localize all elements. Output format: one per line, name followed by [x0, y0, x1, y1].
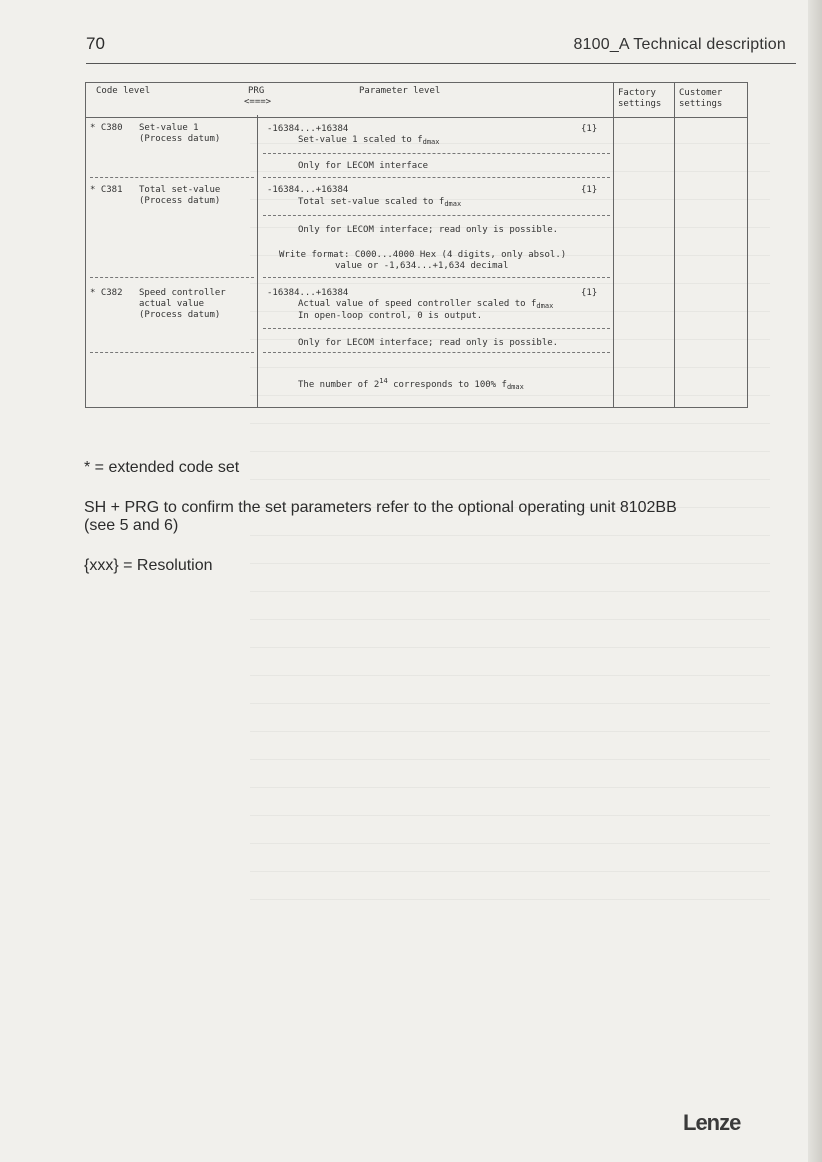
row-c381-resolution: {1}	[581, 185, 598, 195]
row-c380-divider	[263, 153, 610, 154]
header-bottom-rule	[86, 117, 747, 118]
row-separator-left-3	[90, 352, 254, 353]
resolution-note: {xxx} = Resolution	[84, 557, 213, 574]
extended-code-set-note: * = extended code set	[84, 459, 240, 476]
page-edge-shadow	[808, 0, 822, 1162]
row-c382-code: * C382	[90, 288, 123, 298]
row-separator-right-3	[263, 352, 610, 353]
header-prg-arrow: <===>	[244, 97, 272, 107]
row-separator-left	[90, 177, 254, 178]
row-c382-note: Only for LECOM interface; read only is possible.	[298, 338, 559, 348]
row-c381-code: * C381	[90, 185, 123, 195]
row-c382-range: -16384...+16384	[267, 288, 349, 298]
page-header	[86, 32, 786, 62]
header-code-level: Code level	[96, 86, 151, 96]
row-separator-left-2	[90, 277, 254, 278]
row-c380-code: * C380	[90, 123, 123, 133]
row-c380-resolution: {1}	[581, 124, 598, 134]
row-c381-range: -16384...+16384	[267, 185, 349, 195]
row-c381-write-format: Write format: C000...4000 Hex (4 digits, only absol.)	[279, 250, 567, 260]
header-rule	[86, 63, 796, 64]
row-c380-name: Set-value 1	[139, 123, 199, 133]
row-c382-divider	[263, 328, 610, 329]
row-separator-right-2	[263, 277, 610, 278]
row-c381-write-format-2: value or -1,634...+1,634 decimal	[335, 261, 509, 271]
row-c380-note: Only for LECOM interface	[298, 161, 429, 171]
header-customer-line-1: Customer	[679, 88, 723, 98]
page-number: 70	[86, 34, 105, 53]
header-prg: PRG	[248, 86, 265, 96]
header-factory-line-2: settings	[618, 99, 662, 109]
row-c382-description: Actual value of speed controller scaled to $f_{dmax}$	[298, 299, 554, 310]
row-c381-name-sub: (Process datum)	[139, 196, 221, 206]
row-c381-note: Only for LECOM interface; read only is possible.	[298, 225, 559, 235]
confirm-note-line-1: SH + PRG to confirm the set parameters refer to the optional operating unit 8102BB	[84, 499, 677, 516]
row-c382-resolution: {1}	[581, 288, 598, 298]
row-c381-description: Total set-value scaled to $f_{dmax}$	[298, 197, 462, 208]
column-divider-factory	[613, 83, 614, 408]
column-divider-prg	[257, 115, 258, 408]
row-c382-name: Speed controller	[139, 288, 226, 298]
table-footer-note: The number of $2^{14}$ corresponds to 100% $f_{dmax}$	[298, 377, 524, 391]
row-c382-name-sub-2: (Process datum)	[139, 310, 221, 320]
header-parameter-level: Parameter level	[359, 86, 441, 96]
row-c380-range: -16384...+16384	[267, 124, 349, 134]
row-separator-right	[263, 177, 610, 178]
row-c381-name: Total set-value	[139, 185, 221, 195]
confirm-note-line-2: (see 5 and 6)	[84, 517, 179, 534]
document-title: 8100_A Technical description	[573, 36, 786, 53]
parameter-table	[85, 82, 748, 408]
row-c382-description-2: In open-loop control, 0 is output.	[298, 311, 483, 321]
row-c380-description: Set-value 1 scaled to $f_{dmax}$	[298, 135, 440, 146]
header-factory-line-1: Factory	[618, 88, 656, 98]
row-c381-divider	[263, 215, 610, 216]
row-c380-name-sub: (Process datum)	[139, 134, 221, 144]
lenze-logo: Lenze	[683, 1110, 741, 1135]
header-customer-line-2: settings	[679, 99, 723, 109]
column-divider-customer	[674, 83, 675, 408]
row-c382-name-sub: actual value	[139, 299, 205, 309]
